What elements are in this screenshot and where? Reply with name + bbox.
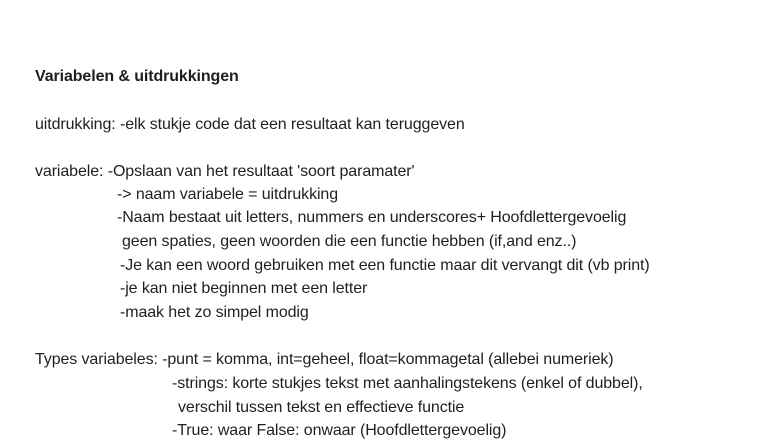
types-line-1: Types variabeles: -punt = komma, int=geheel, float=kommagetal (allebei numeriek) — [35, 351, 614, 368]
variabele-line-2: -> naam variabele = uitdrukking — [117, 186, 339, 203]
variabele-line-6: -je kan niet beginnen met een letter — [120, 280, 368, 297]
variabele-line-5: -Je kan een woord gebruiken met een functie maar dit vervangt dit (vb print) — [120, 257, 650, 274]
types-line-3: verschil tussen tekst en effectieve functie — [178, 399, 465, 416]
variabele-line-4: geen spaties, geen woorden die een functie hebben (if,and enz..) — [122, 233, 577, 250]
types-line-4: -True: waar False: onwaar (Hoofdlettergevoelig) — [172, 422, 507, 439]
types-line-2: -strings: korte stukjes tekst met aanhalingstekens (enkel of dubbel), — [172, 375, 643, 392]
variabele-line-7: -maak het zo simpel modig — [120, 304, 309, 321]
variabele-line-1: variabele: -Opslaan van het resultaat 'soort paramater' — [35, 163, 415, 180]
uitdrukking-line: uitdrukking: -elk stukje code dat een resultaat kan teruggeven — [35, 116, 465, 133]
document-title: Variabelen & uitdrukkingen — [35, 68, 239, 85]
variabele-line-3: -Naam bestaat uit letters, nummers en underscores+ Hoofdlettergevoelig — [117, 209, 627, 226]
